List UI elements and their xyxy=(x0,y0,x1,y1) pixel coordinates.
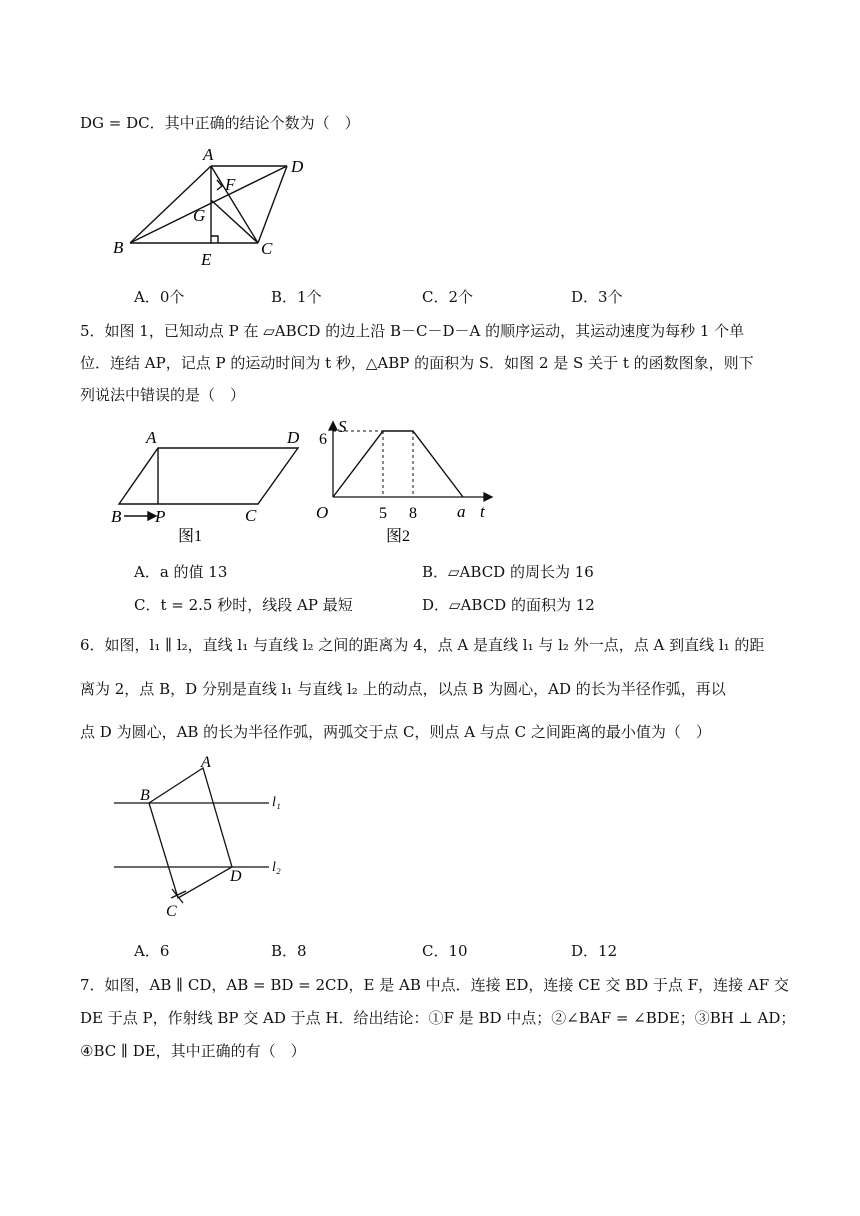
q6-option-c: C．10 xyxy=(422,942,468,960)
graph-ytick-6: 6 xyxy=(319,431,327,448)
q7-line-3: ④BC ∥ DE，其中正确的有（ ） xyxy=(80,1042,306,1060)
q4-label-g: G xyxy=(193,206,206,225)
q6-line-2: 离为 2，点 B，D 分别是直线 l₁ 与直线 l₂ 上的动点，以点 B 为圆心，AD 的长为半径作弧，再以 xyxy=(80,680,726,698)
q5-fig1-label-a: A xyxy=(146,428,157,447)
q4-label-e: E xyxy=(201,250,212,269)
q6-option-b: B．8 xyxy=(271,942,307,960)
q6-option-d: D．12 xyxy=(571,942,618,960)
q6-label-l1: l₁ xyxy=(272,795,281,810)
q4-label-f: F xyxy=(225,175,236,194)
q4-option-d: D．3个 xyxy=(571,288,623,306)
q4-label-c: C xyxy=(261,239,273,258)
q5-fig1-label-p: P xyxy=(155,507,166,526)
graph-xtick-a: a xyxy=(457,502,466,521)
q5-option-c: C．t = 2.5 秒时，线段 AP 最短 xyxy=(134,596,353,614)
q4-option-b: B．1个 xyxy=(271,288,322,306)
graph-xtick-8: 8 xyxy=(409,505,417,522)
q4-label-a: A xyxy=(203,145,214,164)
graph-label-s: S xyxy=(338,417,347,436)
graph-xtick-5: 5 xyxy=(379,505,387,522)
q4-label-b: B xyxy=(113,238,124,257)
q4-option-c: C．2个 xyxy=(422,288,474,306)
q5-fig2-caption: 图2 xyxy=(386,528,411,545)
q6-label-b: B xyxy=(140,787,150,804)
q5-fig1-label-c: C xyxy=(245,506,257,525)
q6-label-d: D xyxy=(230,868,242,885)
q4-option-a: A．0个 xyxy=(134,288,185,306)
q7-line-1: 7．如图，AB ∥ CD，AB = BD = 2CD，E 是 AB 中点．连接 ED，连接 CE 交 BD 于点 F，连接 AF 交 xyxy=(80,976,789,994)
q5-option-a: A．a 的值 13 xyxy=(134,563,228,581)
q5-fig1-label-d: D xyxy=(287,428,300,447)
q5-fig1-caption: 图1 xyxy=(178,528,203,545)
q6-label-l2: l₂ xyxy=(272,860,281,875)
q5-fig1-label-b: B xyxy=(111,507,122,526)
q5-line-3: 列说法中错误的是（ ） xyxy=(80,386,246,404)
graph-label-t: t xyxy=(480,502,485,521)
q6-line-1: 6．如图，l₁ ∥ l₂，直线 l₁ 与直线 l₂ 之间的距离为 4，点 A 是直线 l₁ 与 l₂ 外一点，点 A 到直线 l₁ 的距 xyxy=(80,636,765,654)
q5-line-1: 5．如图 1，已知动点 P 在 ▱ABCD 的边上沿 B－C－D－A 的顺序运动，其运动速度为每秒 1 个单 xyxy=(80,322,745,340)
q4-tail-text: DG = DC．其中正确的结论个数为（ ） xyxy=(80,114,360,132)
graph-label-o: O xyxy=(316,503,329,522)
q5-option-b: B．▱ABCD 的周长为 16 xyxy=(422,563,594,581)
q5-option-d: D．▱ABCD 的面积为 12 xyxy=(422,596,595,614)
q6-label-c: C xyxy=(166,903,177,920)
q6-label-a: A xyxy=(201,754,211,771)
q4-label-d: D xyxy=(291,157,304,176)
q6-option-a: A．6 xyxy=(134,942,170,960)
q5-line-2: 位．连结 AP，记点 P 的运动时间为 t 秒，△ABP 的面积为 S．如图 2 是 S 关于 t 的函数图象，则下 xyxy=(80,354,754,372)
q6-line-3: 点 D 为圆心，AB 的长为半径作弧，两弧交于点 C，则点 A 与点 C 之间距离的最小值为（ ） xyxy=(80,723,711,741)
q7-line-2: DE 于点 P，作射线 BP 交 AD 于点 H．给出结论：①F 是 BD 中点；②∠BAF = ∠BDE；③BH ⊥ AD； xyxy=(80,1009,796,1027)
